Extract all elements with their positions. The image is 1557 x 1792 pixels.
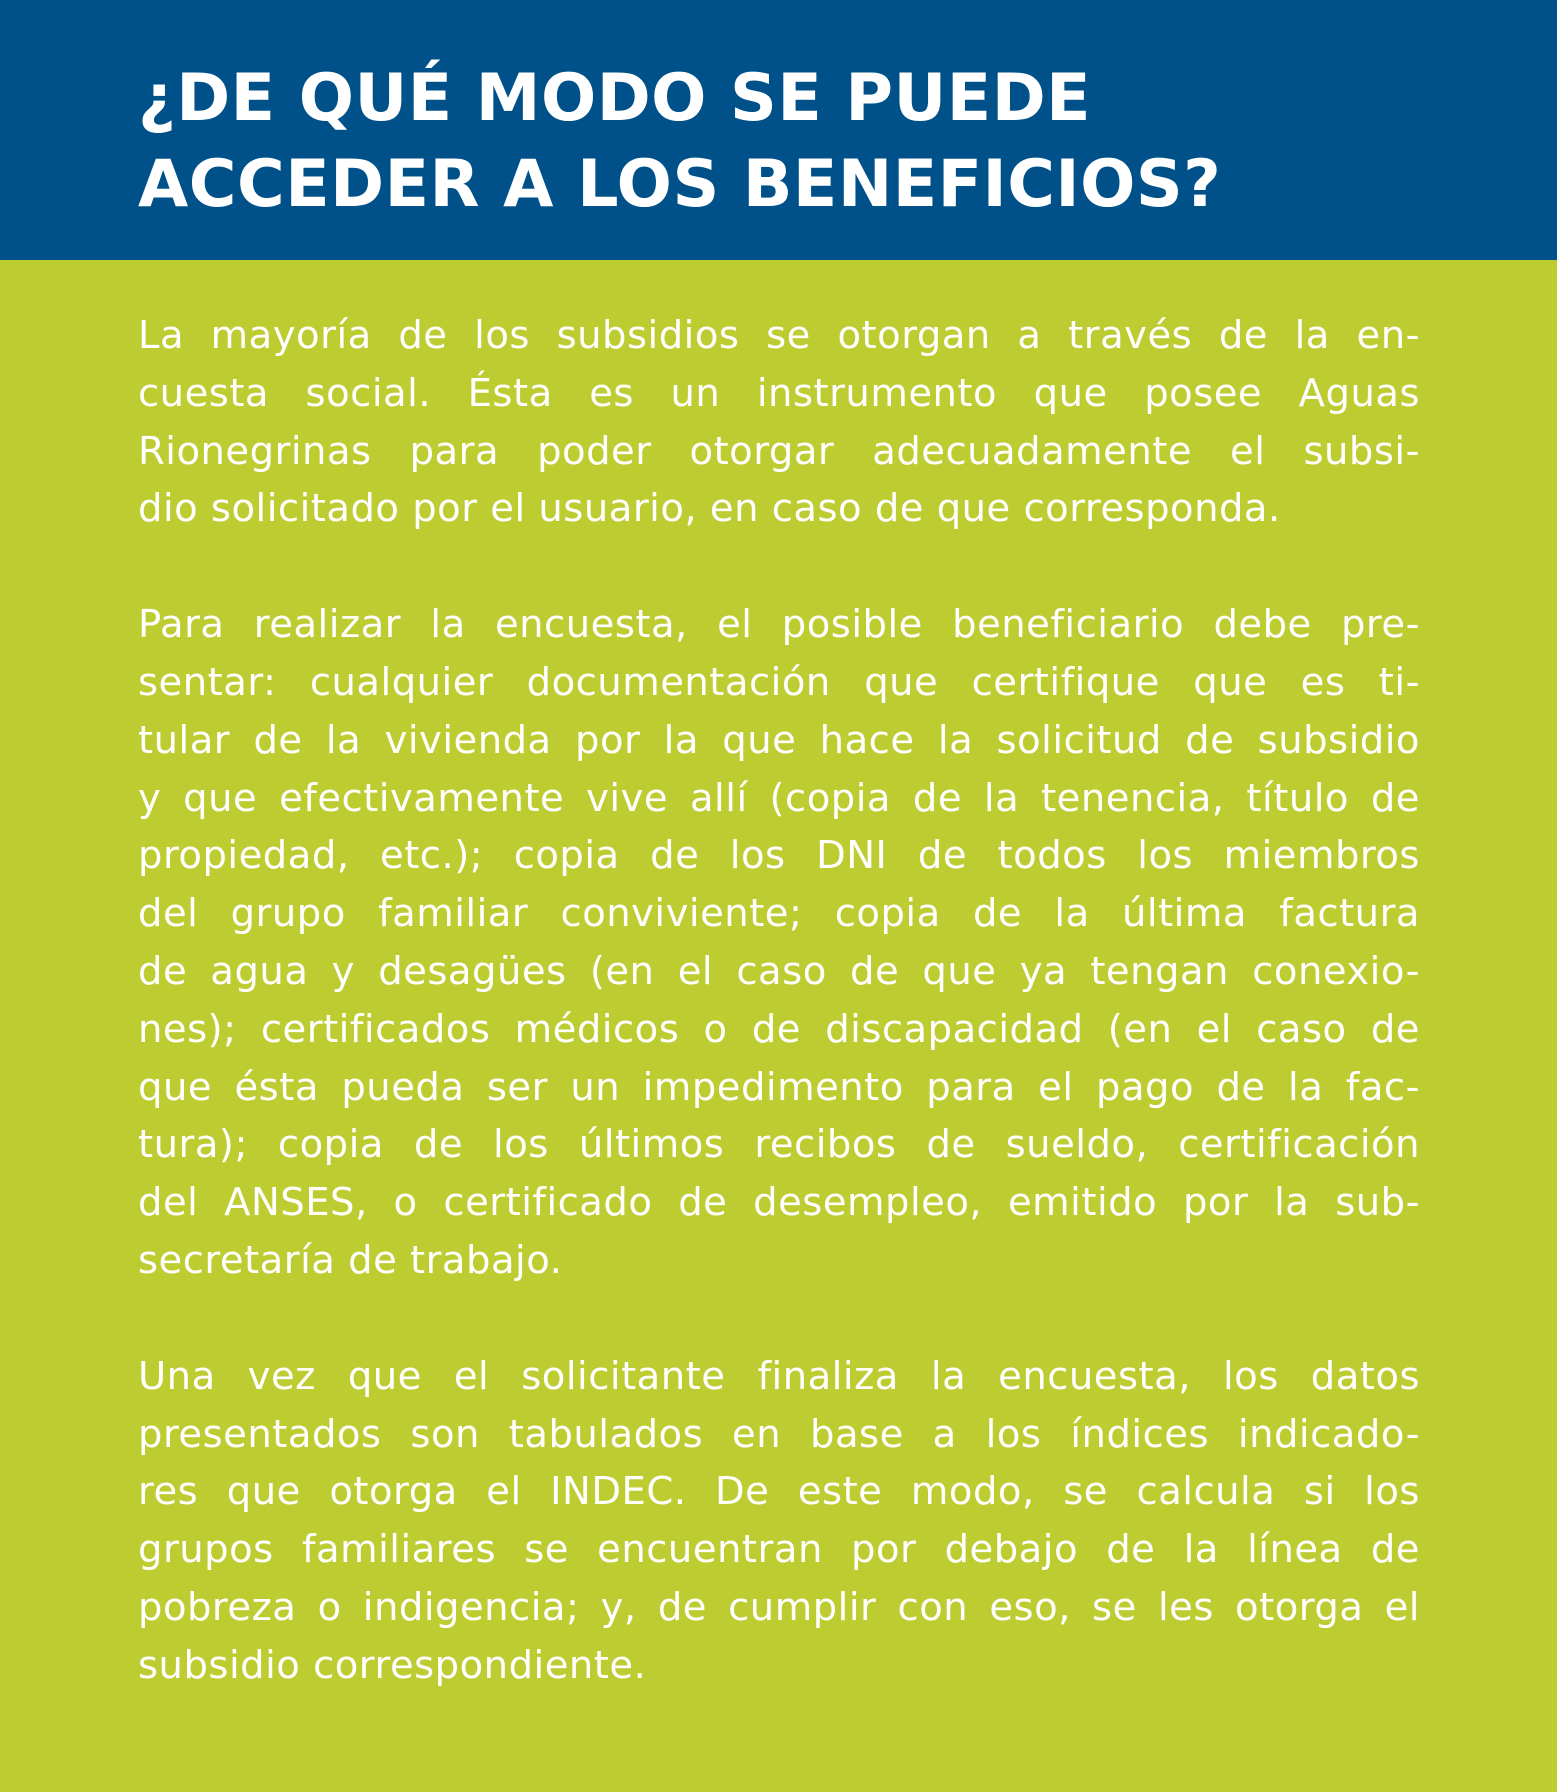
page-title — [138, 56, 1458, 228]
paragraph-1-line: cuesta social. Ésta es un instrumento que posee Aguas — [138, 370, 1420, 416]
paragraph-2-line: Para realizar la encuesta, el posible beneficiario debe pre- — [138, 602, 1420, 648]
paragraph-2-line: tular de la vivienda por la que hace la solicitud de subsidio — [138, 717, 1420, 763]
paragraph-2-line: del ANSES, o certificado de desempleo, emitido por la sub- — [138, 1180, 1420, 1226]
paragraph-3-line: Una vez que el solicitante finaliza la encuesta, los datos — [138, 1353, 1420, 1399]
paragraph-2-line: que ésta pueda ser un impedimento para el pago de la fac- — [138, 1064, 1420, 1110]
paragraph-1-line: dio solicitado por el usuario, en caso de que corresponda. — [138, 486, 1281, 532]
paragraph-2-line: y que efectivamente vive allí (copia de la tenencia, título de — [138, 775, 1420, 821]
paragraph-3-line: pobreza o indigencia; y, de cumplir con eso, se les otorga el — [138, 1584, 1420, 1630]
paragraph-3-line: grupos familiares se encuentran por debajo de la línea de — [138, 1527, 1420, 1573]
paragraph-1 — [138, 307, 1420, 538]
paragraph-3 — [138, 1348, 1420, 1695]
paragraph-3-line: res que otorga el INDEC. De este modo, se calcula si los — [138, 1469, 1420, 1515]
paragraph-1-line: La mayoría de los subsidios se otorgan a través de la en- — [138, 313, 1420, 358]
title-line-1: ¿DE QUÉ MODO SE PUEDE — [138, 61, 1092, 136]
paragraph-2-line: de agua y desagües (en el caso de que ya tengan conexio- — [138, 948, 1420, 994]
paragraph-3-line: subsidio correspondiente. — [138, 1642, 647, 1688]
paragraph-3-line: presentados son tabulados en base a los índices indicado- — [138, 1411, 1420, 1457]
header-banner — [0, 0, 1557, 260]
body-content — [138, 307, 1420, 1753]
paragraph-1-line: Rionegrinas para poder otorgar adecuadamente el subsi- — [138, 428, 1420, 474]
title-line-2: ACCEDER A LOS BENEFICIOS? — [138, 147, 1222, 222]
paragraph-2-line: sentar: cualquier documentación que certifique que es ti- — [138, 659, 1420, 705]
paragraph-2-line: del grupo familiar conviviente; copia de la última factura — [138, 891, 1420, 937]
paragraph-2-line: propiedad, etc.); copia de los DNI de todos los miembros — [138, 833, 1420, 879]
paragraph-2-line: nes); certificados médicos o de discapacidad (en el caso de — [138, 1006, 1420, 1052]
paragraph-2-line: secretaría de trabajo. — [138, 1237, 563, 1283]
paragraph-2-line: tura); copia de los últimos recibos de sueldo, certificación — [138, 1122, 1420, 1168]
paragraph-2 — [138, 596, 1420, 1290]
